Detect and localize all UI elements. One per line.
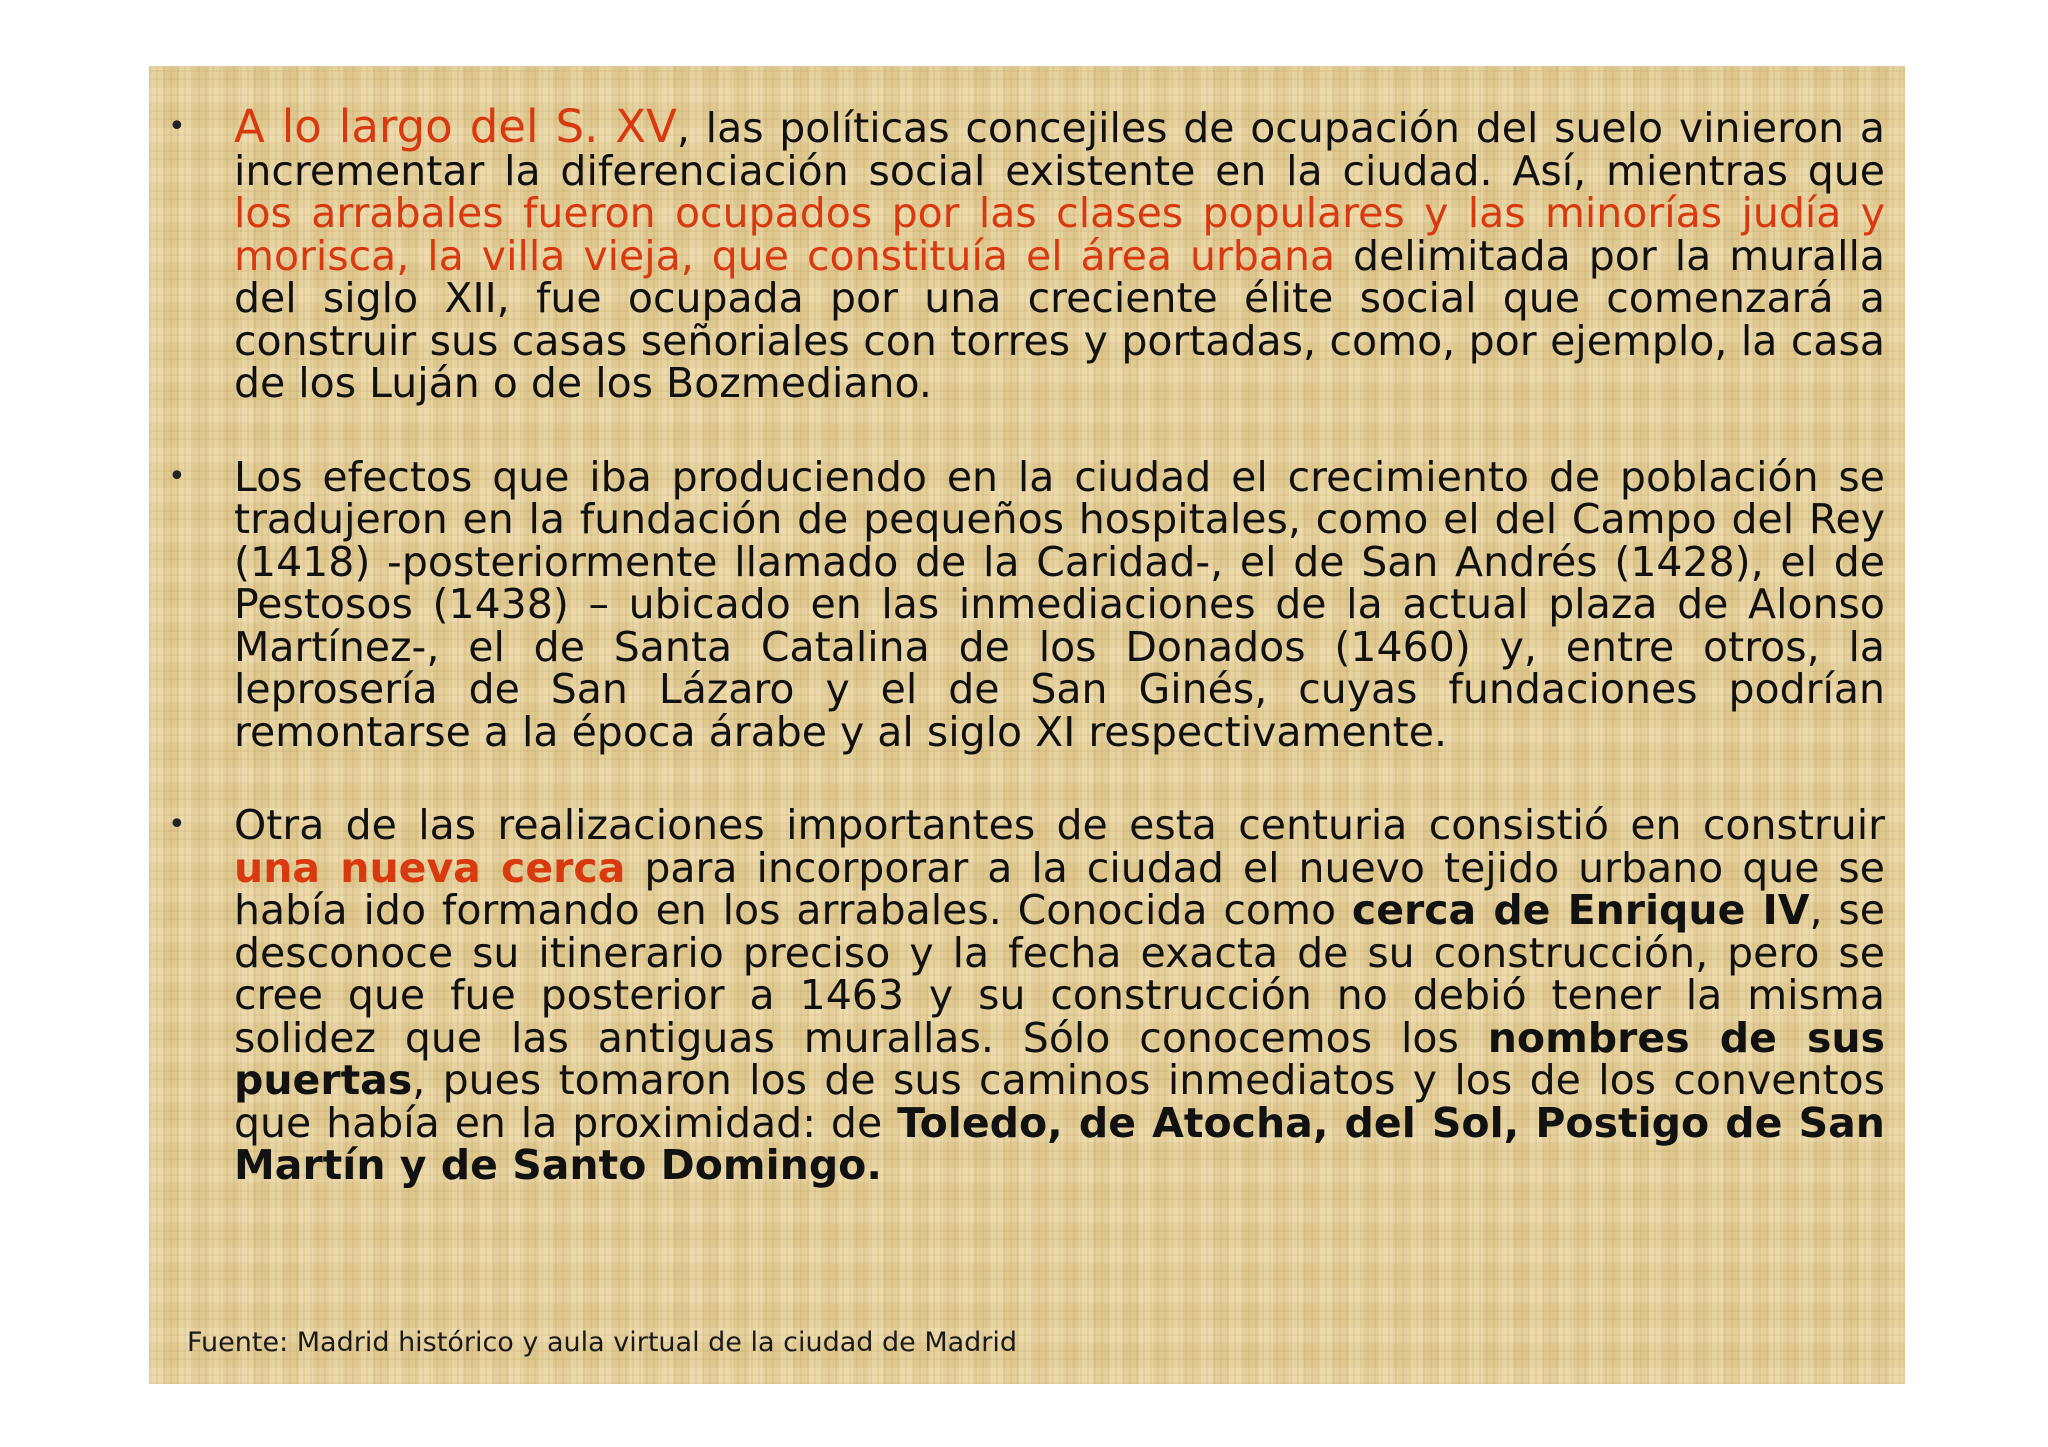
bold-text: nombres de sus puertas xyxy=(234,1013,1885,1104)
source-caption: Fuente: Madrid histórico y aula virtual de la ciudad de Madrid xyxy=(187,1327,1018,1358)
paragraph-text: Otra de las realizaciones importantes de esta centuria consistió en construir xyxy=(234,801,1885,849)
highlight-bold-text: una nueva cerca xyxy=(234,843,626,892)
paragraph-text: , las políticas concejiles de ocupación del suelo vinieron a incrementar la diferenciación social existente en la ciudad. Así, mientras que xyxy=(234,104,1885,195)
bold-text: Toledo, de Atocha, del Sol, Postigo de San Martín y de Santo Domingo. xyxy=(234,1098,1885,1189)
paragraph-text: , pues tomaron los de sus caminos inmediatos y los de los conventos que había en la proximidad: de xyxy=(234,1056,1885,1147)
slide xyxy=(149,66,1905,1384)
paragraph-text: delimitada por la muralla del siglo XII, fue ocupada por una creciente élite social que comenzará a construir sus casas señoriales con torres y portadas, como, por ejemplo, la casa de los Luján o de los Bozmediano. xyxy=(234,231,1886,407)
bullet-list xyxy=(149,100,1905,1238)
bullet-paragraph-3 xyxy=(168,801,1885,1189)
paragraph-text: , se desconoce su itinerario preciso y la fecha exacta de su construcción, pero se cree que fue posterior a 1463 y su construcción no debió tener la misma solidez que las antiguas murallas. Sólo conocemos los xyxy=(234,886,1885,1062)
highlight-text: los arrabales fueron ocupados por las clases populares y las minorías judía y morisca, la villa vieja, que constituía el área urbana xyxy=(234,189,1885,280)
bullet-marker: • xyxy=(168,109,186,144)
highlight-text: A lo largo del S. XV xyxy=(234,100,677,153)
bold-text: cerca de Enrique IV xyxy=(1351,886,1810,934)
bullet-paragraph-2 xyxy=(168,452,1885,756)
bullet-marker: • xyxy=(168,458,186,494)
bullet-paragraph-1 xyxy=(168,100,1886,407)
bullet-marker: • xyxy=(168,807,186,842)
paragraph-text: para incorporar a la ciudad el nuevo tejido urbano que se había ido formando en los arrabales. Conocida como xyxy=(234,843,1885,934)
paragraph-text: Los efectos que iba produciendo en la ciudad el crecimiento de población se tradujeron en la fundación de pequeños hospitales, como el del Campo del Rey (1418) -posteriormente llamado de la Caridad-, el de San Andrés (1428), el de Pestosos (1438) – ubicado en las inmediaciones de la actual plaza de Alonso Martínez-, el de Santa Catalina de los Donados (1460) y, entre otros, la leprosería de San Lázaro y el de San Ginés, cuyas fundaciones podrían remontarse a la época árabe y al siglo XI respectivamente. xyxy=(234,452,1885,756)
